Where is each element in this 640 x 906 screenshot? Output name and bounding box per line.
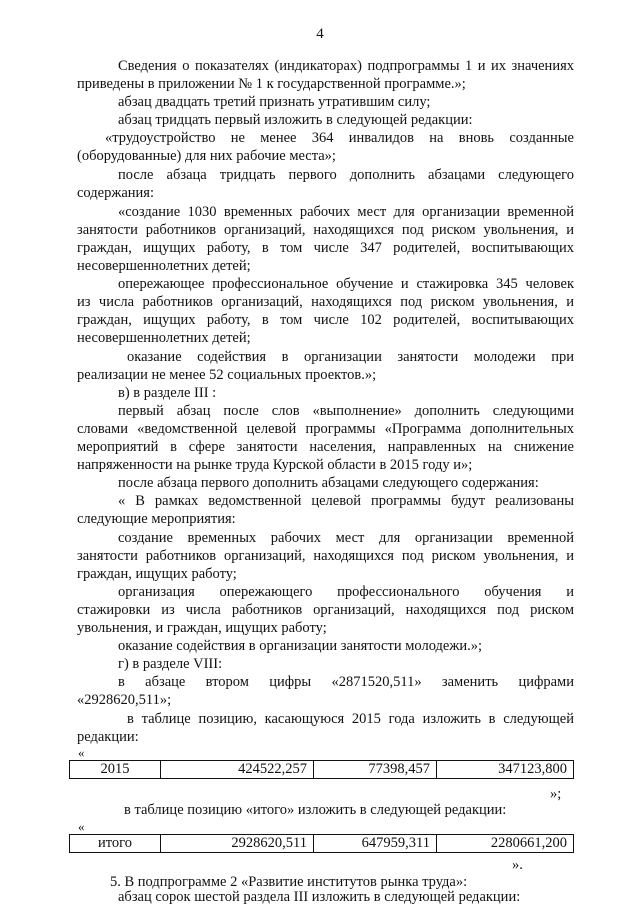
text-line: опережающее профессиональное обучение и стажировка 345 человек: [118, 276, 574, 292]
text-line: несовершеннолетних детей;: [77, 258, 251, 274]
year-2015-table: [69, 760, 574, 779]
text-line: абзац двадцать третий признать утратившим силу;: [118, 94, 431, 110]
text-line: создание временных рабочих мест для организации временной: [118, 530, 574, 546]
text-line: словами «ведомственной целевой программы «Программа дополнительных: [77, 421, 574, 437]
text-line: занятости работников организаций, находящихся под риском увольнения, и: [77, 548, 574, 564]
text-line: редакции:: [77, 729, 139, 745]
close-quote: »;: [550, 786, 562, 802]
text-line: граждан, ищущих работу;: [77, 566, 237, 582]
text-line: (оборудованные) для них рабочие места»;: [77, 148, 336, 164]
text-line: «трудоустройство не менее 364 инвалидов на вновь созданные: [105, 130, 574, 146]
table-cell: итого: [70, 835, 161, 853]
text-line: Сведения о показателях (индикаторах) подпрограммы 1 и их значениях: [118, 58, 574, 74]
text-line: в таблице позицию, касающуюся 2015 года изложить в следующей: [127, 711, 574, 727]
table-row: [70, 835, 574, 853]
text-line: абзац тридцать первый изложить в следующей редакции:: [118, 112, 473, 128]
text-line: в таблице позицию «итого» изложить в следующей редакции:: [124, 802, 507, 818]
text-line: 5. В подпрограмме 2 «Развитие институтов рынка труда»:: [110, 874, 468, 890]
table-cell: 647959,311: [314, 835, 437, 853]
text-line: в) в разделе III :: [118, 385, 217, 401]
text-line: мероприятий в сфере занятости населения, направленных на снижение: [77, 439, 574, 455]
text-line: реализации не менее 52 социальных проектов.»;: [77, 367, 377, 383]
table-row: [70, 761, 574, 779]
text-line: напряженности на рынке труда Курской области в 2015 году и»;: [77, 457, 473, 473]
text-line: из числа работников организаций, находящихся под риском увольнения, и: [77, 294, 574, 310]
table-cell: 2015: [70, 761, 161, 779]
text-line: оказание содействия в организации занятости молодежи.»;: [118, 638, 483, 654]
text-line: стажировки из числа работников организаций, находящихся под риском: [77, 602, 574, 618]
text-line: несовершеннолетних детей;: [77, 330, 251, 346]
text-line: оказание содействия в организации занятости молодежи при: [127, 349, 574, 365]
table-cell: 2280661,200: [437, 835, 574, 853]
text-line: граждан, ищущих работу, в том числе 102 родителей, воспитывающих: [77, 312, 574, 328]
table-cell: 424522,257: [161, 761, 314, 779]
table-cell: 2928620,511: [161, 835, 314, 853]
text-line: граждан, ищущих работу, в том числе 347 родителей, воспитывающих: [77, 240, 574, 256]
close-quote: ».: [512, 857, 523, 873]
total-table: [69, 834, 574, 853]
open-quote: «: [78, 745, 85, 760]
text-line: первый абзац после слов «выполнение» дополнить следующими: [118, 403, 574, 419]
table-cell: 77398,457: [314, 761, 437, 779]
text-line: занятости работников организаций, находящихся под риском увольнения, и: [77, 222, 574, 238]
text-line: приведены в приложении № 1 к государственной программе.»;: [77, 76, 466, 92]
text-line: « В рамках ведомственной целевой программы будут реализованы: [118, 493, 574, 509]
text-line: г) в разделе VIII:: [118, 656, 223, 672]
text-line: «2928620,511»;: [77, 692, 172, 708]
text-line: содержания:: [77, 185, 155, 201]
page-number: 4: [316, 26, 324, 42]
text-line: «создание 1030 временных рабочих мест для организации временной: [118, 204, 574, 220]
text-line: после абзаца тридцать первого дополнить абзацами следующего: [118, 167, 574, 183]
text-line: абзац сорок шестой раздела III изложить в следующей редакции:: [118, 889, 521, 905]
open-quote: «: [78, 819, 85, 834]
text-line: следующие мероприятия:: [77, 511, 236, 527]
text-line: после абзаца первого дополнить абзацами следующего содержания:: [118, 475, 539, 491]
table-cell: 347123,800: [437, 761, 574, 779]
text-line: организация опережающего профессионального обучения и: [118, 584, 574, 600]
text-line: в абзаце втором цифры «2871520,511» заменить цифрами: [118, 674, 574, 690]
text-line: увольнения, и граждан, ищущих работу;: [77, 620, 327, 636]
